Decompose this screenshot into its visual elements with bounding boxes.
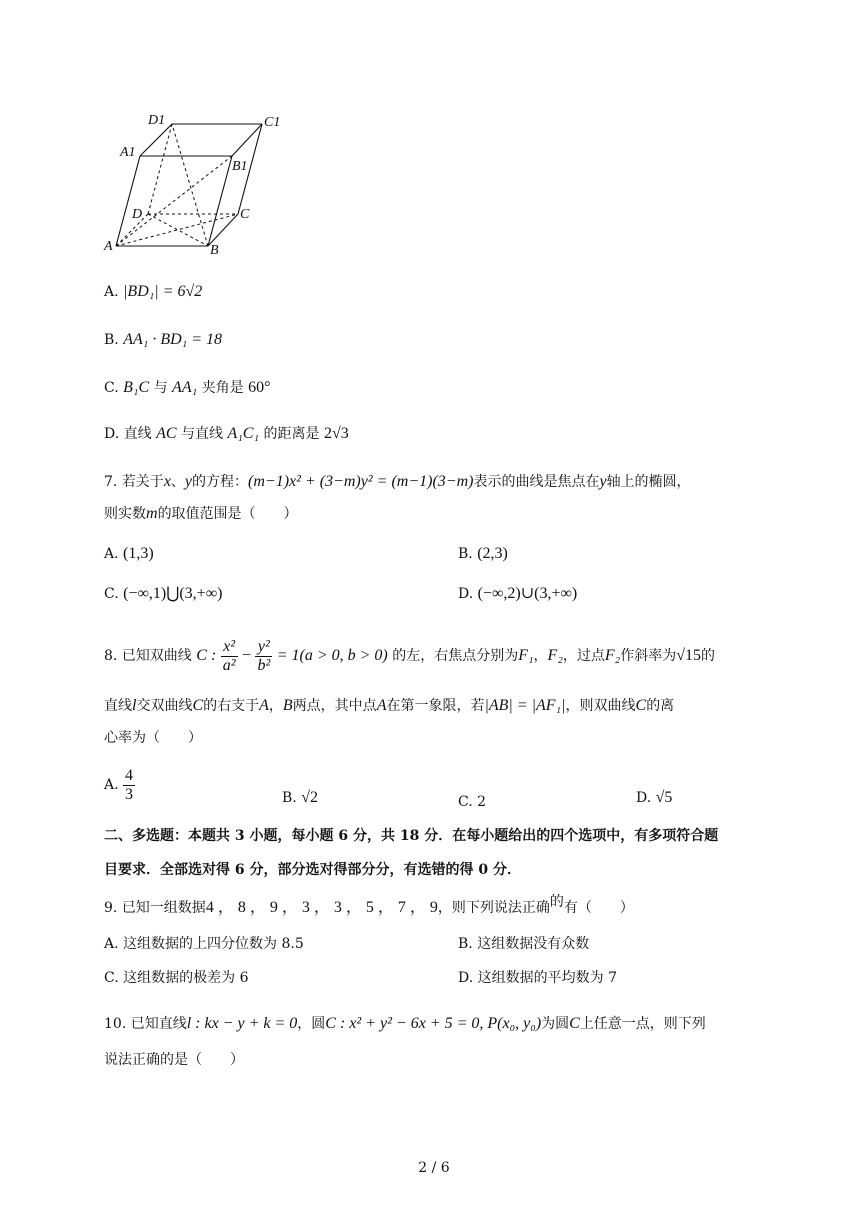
q8-frac-four-thirds: $\frac{4}{3}$ (125, 766, 134, 803)
label-c1: C1 (264, 115, 281, 130)
q8-option-c: C. 2 (458, 794, 487, 810)
q6-option-d: D. 直线 AC 与直线 A₁C₁ 的距离是 2√3 (104, 425, 349, 442)
q9-option-c: C. 这组数据的极差为 6 (104, 970, 249, 986)
q10-stem-line2: 说法正确的是（ ） (104, 1052, 244, 1068)
parallelepiped-figure (100, 108, 281, 258)
q9-option-d: D. 这组数据的平均数为 7 (458, 970, 617, 986)
q6-option-b: B. AA₁ · BD₁ = 18 (104, 331, 222, 348)
label-b1: B1 (232, 159, 248, 174)
q7-option-c: C. (−∞,1)⋃(3,+∞) (104, 585, 223, 602)
q7-stem-line2: 则实数m的取值范围是（ ） (104, 505, 298, 522)
q10-stem-line1: 10. 已知直线l : kx − y + k = 0，圆C : x² + y² − 6x + 5 = 0, P(x₀, y₀)为圆C上任意一点，则下列 (104, 1015, 706, 1032)
q8-option-d: D. √5 (636, 789, 673, 806)
q9-option-b: B. 这组数据没有众数 (458, 936, 590, 952)
q6-option-a: A. |BD₁| = 6√2 (104, 283, 203, 300)
page-number: 2 / 6 (418, 1160, 450, 1176)
q7-option-d: D. (−∞,2)∪(3,+∞) (458, 585, 578, 602)
q8-stem-line3: 心率为（ ） (104, 730, 202, 746)
q8-stem-line2: 直线l交双曲线C的右支于A，B两点，其中点A在第一象限，若|AB| = |AF₁|，则双曲线C的离 (104, 697, 675, 714)
q7-option-b: B. (2,3) (458, 545, 508, 562)
q7-stem-line1: 7. 若关于x、y的方程：(m−1)x² + (3−m)y² = (m−1)(3−m)表示的曲线是焦点在y轴上的椭圆， (104, 473, 691, 490)
label-d: D (132, 207, 143, 222)
q6-option-c: C. B₁C 与 AA₁ 夹角是 60° (104, 379, 271, 396)
section-2-header-line2: 目要求．全部选对得 6 分，部分选对得部分分，有选错的得 0 分． (104, 862, 521, 878)
section-2-header-line1: 二、多选题：本题共 3 小题，每小题 6 分，共 18 分．在每小题给出的四个选项中，有多项符合题 (104, 828, 719, 844)
q8-frac-y: $\frac{\text{y²}}{\text{b²}}$ (257, 637, 271, 674)
label-d1: D1 (148, 113, 166, 128)
label-c: C (240, 207, 250, 222)
q8-stem-line1: 8. 已知双曲线 C : $\frac{\text{x²}}{\text{a²}}$ − $\frac{\text{y²}}{\text{b²}}$ = 1(a > 0, b > 0) 的左，右焦点分别为F₁，F₂，过点F₂作斜率为√15的 (104, 637, 716, 674)
label-b: B (210, 243, 219, 258)
label-a1: A1 (120, 145, 136, 160)
q9-option-a: A. 这组数据的上四分位数为 8.5 (104, 936, 304, 952)
q8-frac-x: $\frac{\text{x²}}{\text{a²}}$ (222, 637, 236, 674)
q8-option-b: B. √2 (282, 789, 318, 806)
q9-stem: 9. 已知一组数据4 ， 8 ， 9 ， 3 ， 3 ， 5 ， 7 ， 9，则下列说法正确的有（ ） (104, 894, 634, 916)
label-a: A (104, 239, 113, 254)
q8-option-a: A. $\frac{4}{3}$ (104, 766, 134, 803)
q7-option-a: A. (1,3) (104, 545, 154, 562)
